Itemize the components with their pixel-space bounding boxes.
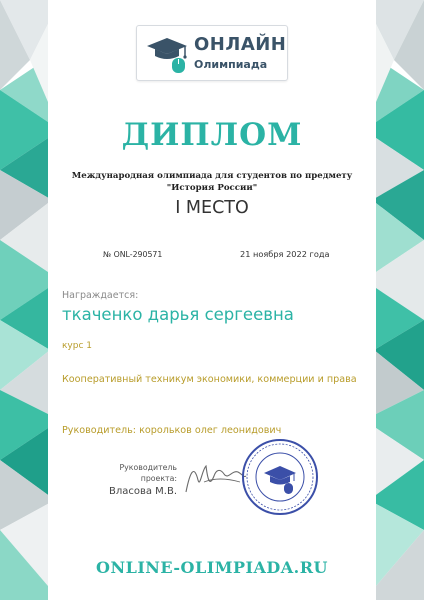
logo [136, 25, 288, 81]
round-stamp-icon [240, 437, 320, 517]
course: курс 1 [62, 341, 93, 351]
logo-subtitle: Олимпиада [194, 58, 268, 71]
diploma-date: 21 ноября 2022 года [240, 249, 330, 259]
website-url: ONLINE-OLIMPIADA.RU [96, 558, 328, 577]
logo-title: ОНЛАЙН [194, 34, 287, 55]
award-label: Награждается: [62, 290, 139, 301]
supervisor: Руководитель: корольков олег леонидович [62, 425, 282, 436]
signatory-label: Руководитель проекта: [119, 463, 177, 483]
place-awarded: I МЕСТО [175, 198, 249, 218]
signatory-name: Власова М.В. [108, 486, 177, 497]
recipient-name: ткаченко дарья сергеевна [62, 305, 294, 324]
diploma-title: ДИПЛОМ [121, 117, 303, 153]
institution: Кооперативный техникум экономики, коммерции и права [62, 374, 357, 385]
graduation-cap-mouse-icon [145, 34, 191, 74]
diploma-number: № ONL-290571 [103, 250, 163, 259]
olympiad-description: Международная олимпиада для студентов по предмету "История России" [71, 171, 353, 193]
